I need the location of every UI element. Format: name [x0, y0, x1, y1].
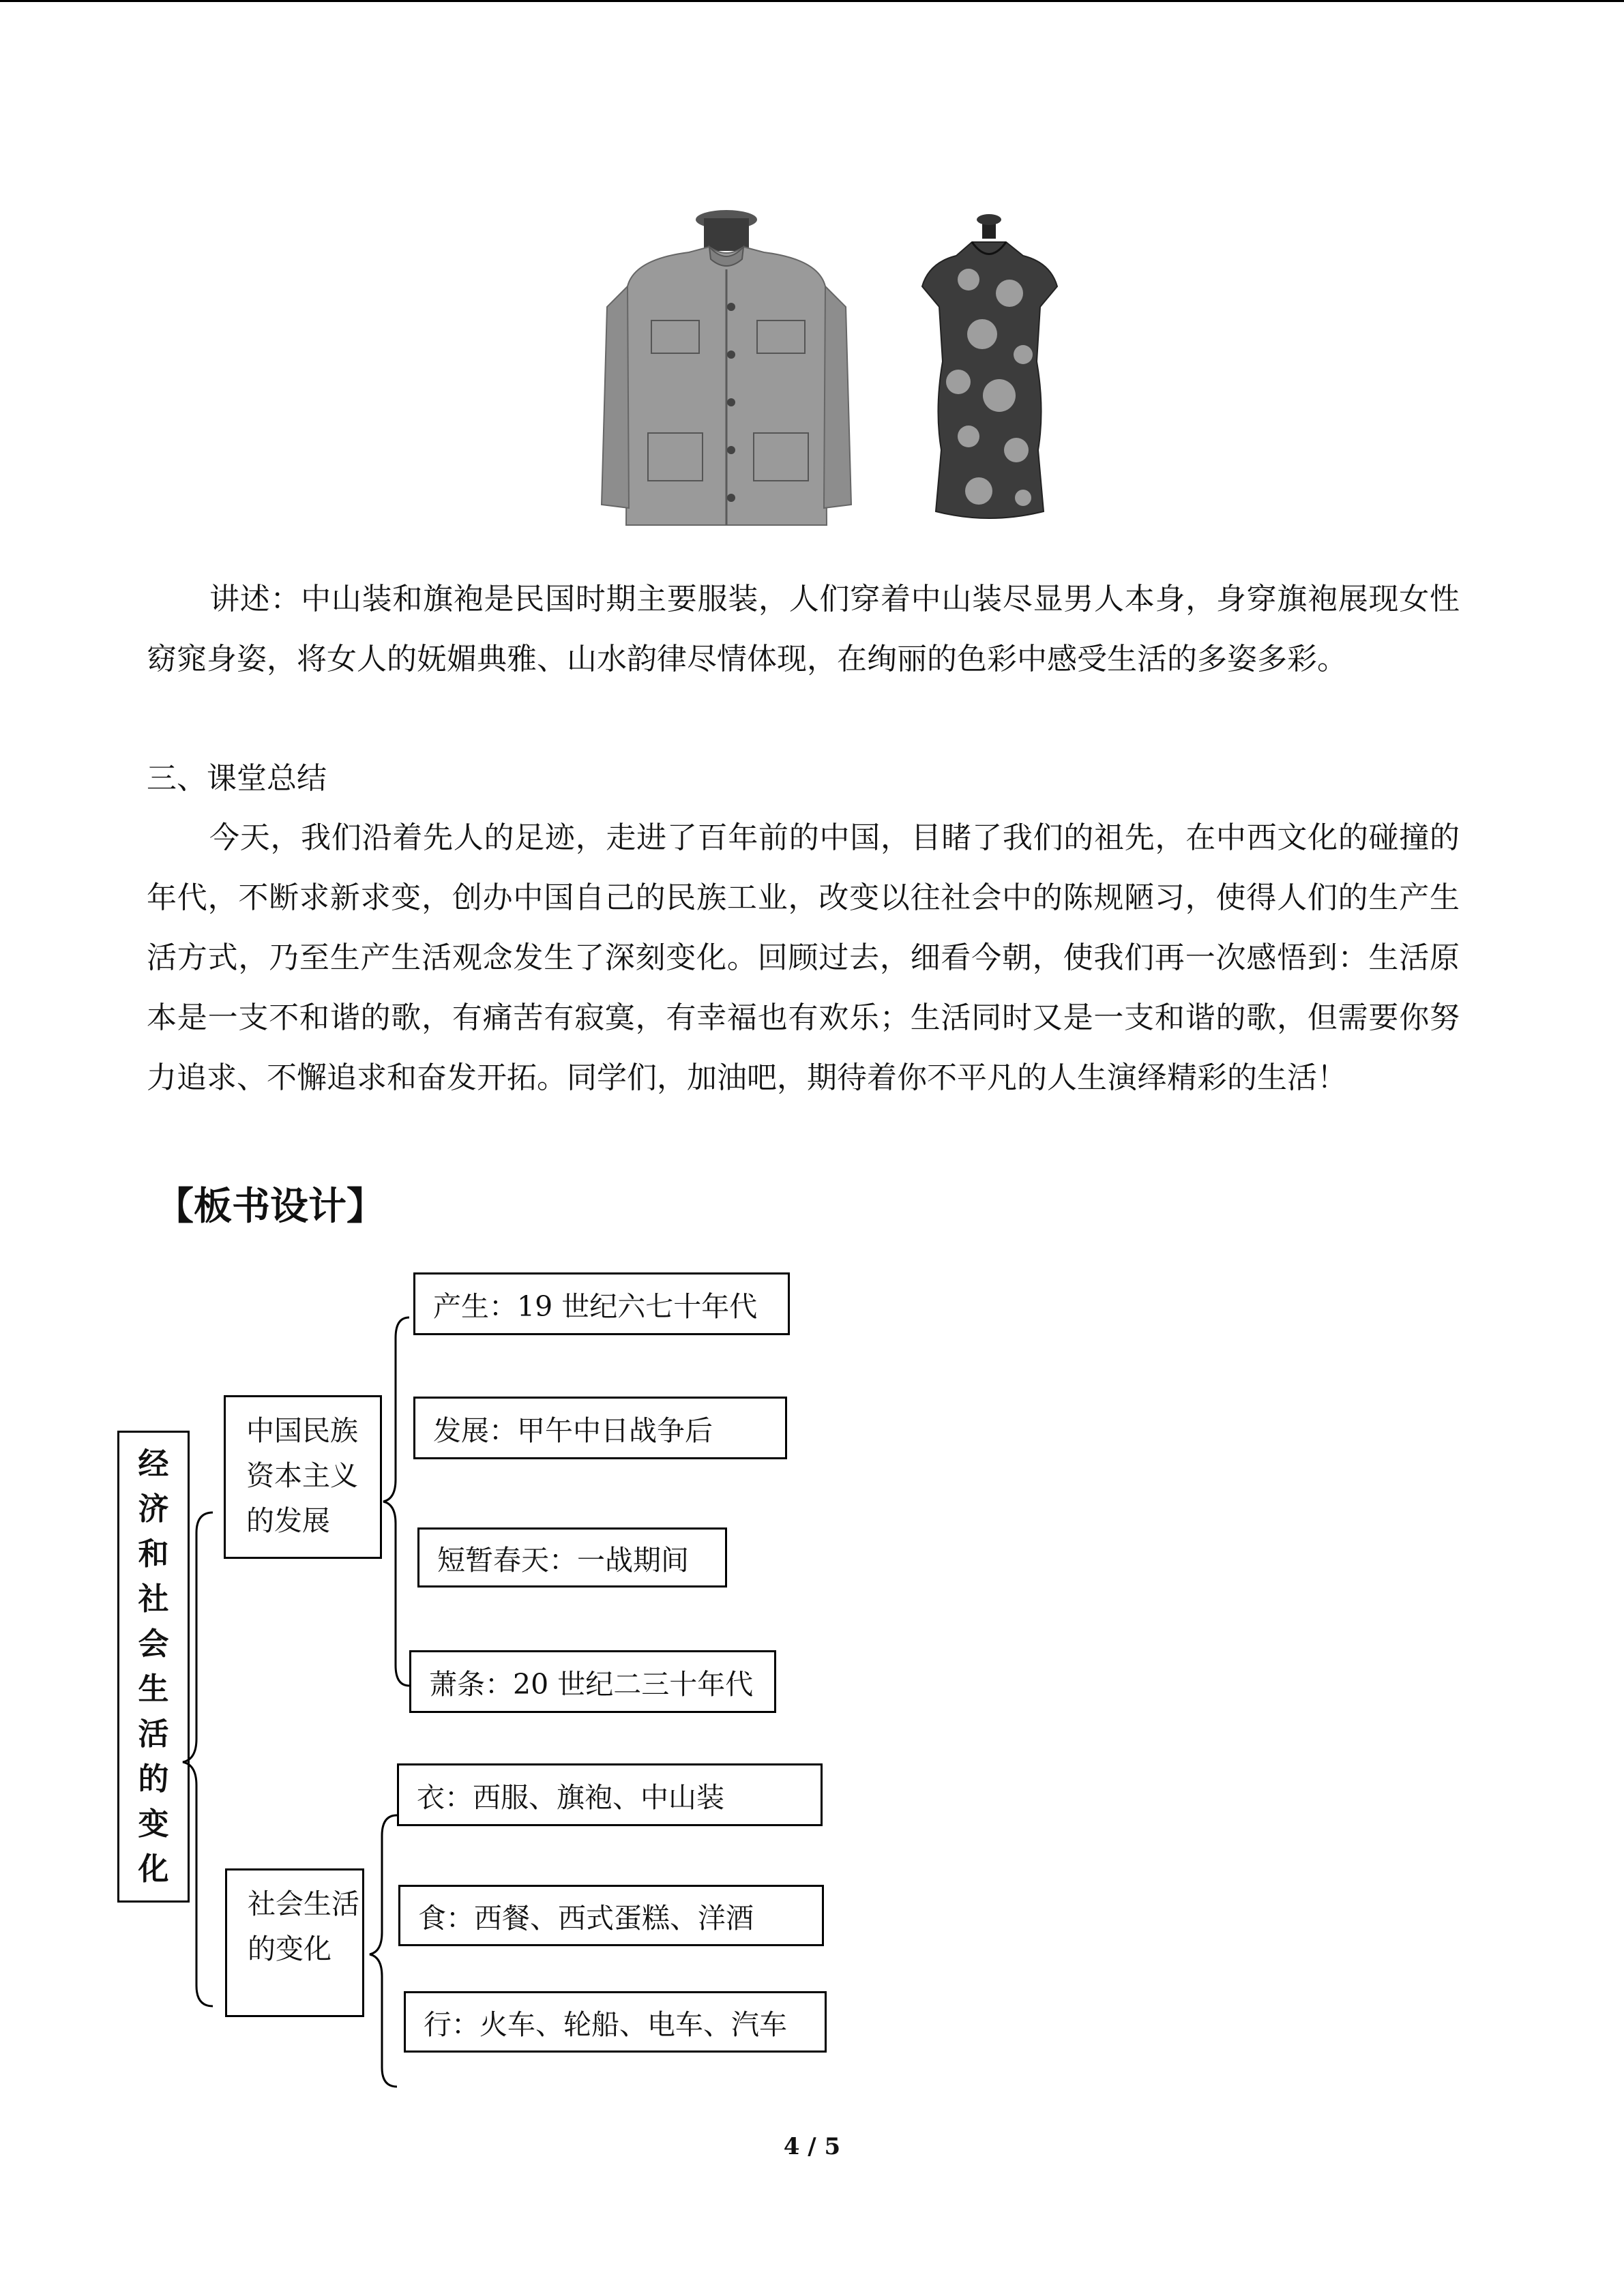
narration-paragraph: 讲述：中山装和旗袍是民国时期主要服装，人们穿着中山装尽显男人本身，身穿旗袍展现女性窈窕身姿，将女人的妩媚典雅、山水韵律尽情体现，在绚丽的色彩中感受生活的多姿多彩。	[147, 582, 1460, 676]
branch2-item: 衣：西服、旗袍、中山装	[397, 1763, 823, 1826]
root-char: 化	[138, 1851, 169, 1887]
branch2-box: 社会生活的变化	[225, 1868, 364, 2017]
root-char: 的	[138, 1761, 169, 1797]
branch1-item: 短暂春天：一战期间	[417, 1527, 727, 1587]
root-char: 经	[138, 1446, 169, 1482]
root-char: 生	[138, 1671, 169, 1707]
root-char: 济	[138, 1491, 169, 1527]
branch1-item: 萧条：20 世纪二三十年代	[409, 1650, 776, 1713]
summary-paragraph: 今天，我们沿着先人的足迹，走进了百年前的中国，目睹了我们的祖先，在中西文化的碰撞的年代，不断求新求变，创办中国自己的民族工业，改变以往社会中的陈规陋习，使得人们的生产生活方式，乃至生产生活观念发生了深刻变化。回顾过去，细看今朝，使我们再一次感悟到：生活原本是一支不和谐的歌，有痛苦有寂寞，有幸福也有欢乐；生活同时又是一支和谐的歌，但需要你努力追求、不懈追求和奋发开拓。同学们，加油吧，期待着你不平凡的人生演绎精彩的生活！	[147, 820, 1460, 1095]
root-char: 和	[138, 1536, 169, 1572]
branch1-brace	[383, 1317, 409, 1686]
branch1-item: 产生：19 世纪六七十年代	[413, 1272, 790, 1335]
branch2-item: 食：西餐、西式蛋糕、洋酒	[398, 1885, 824, 1946]
root-char: 活	[138, 1716, 169, 1752]
root-char: 变	[138, 1806, 169, 1842]
board-design-title: 【板书设计】	[156, 1184, 385, 1229]
root-char: 会	[138, 1626, 169, 1662]
branch1-item: 发展：甲午中日战争后	[413, 1397, 787, 1459]
section-heading: 三、课堂总结	[147, 761, 327, 796]
branch1-box: 中国民族资本主义的发展	[224, 1395, 382, 1559]
root-brace	[183, 1512, 213, 2006]
root-char: 社	[138, 1581, 169, 1617]
branch2-brace	[370, 1815, 397, 2087]
branch2-item: 行：火车、轮船、电车、汽车	[404, 1991, 827, 2053]
page-number: 4 / 5	[783, 2133, 841, 2160]
